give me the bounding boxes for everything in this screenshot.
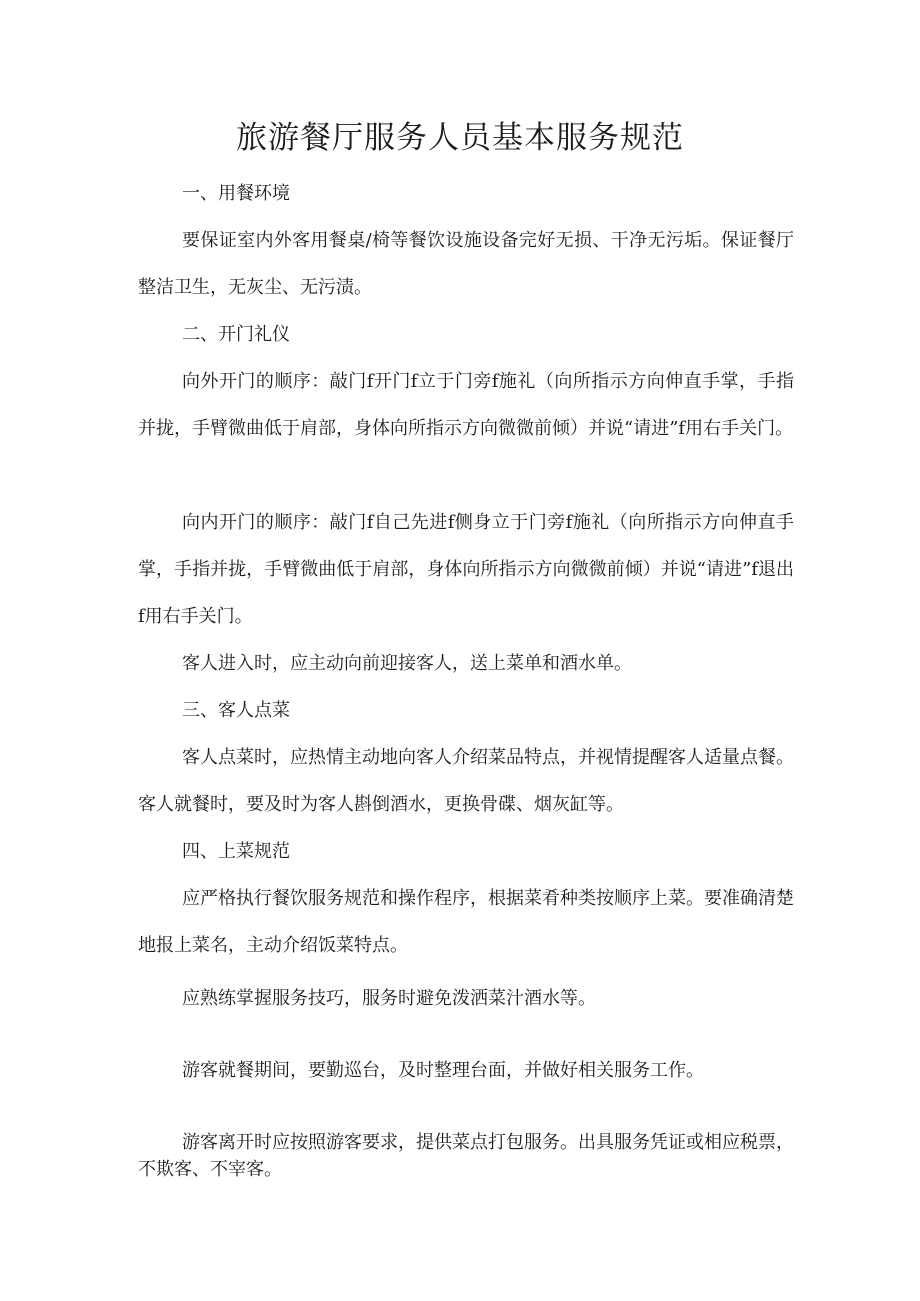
document-title: 旅游餐厅服务人员基本服务规范 (236, 120, 684, 156)
paragraph-dining-environment: 要保证室内外客用餐桌/椅等餐饮设施设备完好无损、干净无污垢。保证餐厅整洁卫生，无灰尘、无污渍。 (138, 230, 794, 298)
paragraph-table-service: 游客就餐期间，要勤巡台，及时整理台面，并做好相关服务工作。 (182, 1060, 704, 1081)
section-heading-dining-environment: 一、用餐环境 (182, 183, 290, 204)
paragraph-greeting: 客人进入时，应主动向前迎接客人，送上菜单和酒水单。 (182, 653, 632, 674)
section-heading-serving: 四、上菜规范 (182, 841, 290, 862)
paragraph-ordering: 客人点菜时，应热情主动地向客人介绍菜品特点，并视情提醒客人适量点餐。客人就餐时，要及时为客人斟倒酒水，更换骨碟、烟灰缸等。 (138, 747, 794, 815)
paragraph-inward-door: 向内开门的顺序：敲门f自己先进f侧身立于门旁f施礼（向所指示方向伸直手掌，手指并拢，手臂微曲低于肩部，身体向所指示方向微微前倾）并说“请进”f退出f用右手关门。 (138, 512, 794, 627)
paragraph-serving-order: 应严格执行餐饮服务规范和操作程序，根据菜肴种类按顺序上菜。要准确清楚地报上菜名，主动介绍饭菜特点。 (138, 888, 794, 956)
paragraph-departure: 游客离开时应按照游客要求，提供菜点打包服务。出具服务凭证或相应税票，不欺客、不宰客。 (138, 1132, 794, 1180)
paragraph-serving-skills: 应熟练掌握服务技巧，服务时避免泼洒菜汁酒水等。 (182, 988, 596, 1009)
section-heading-ordering: 三、客人点菜 (182, 700, 290, 721)
section-heading-door-etiquette: 二、开门礼仪 (182, 324, 290, 345)
paragraph-outward-door: 向外开门的顺序：敲门f开门f立于门旁f施礼（向所指示方向伸直手掌，手指并拢，手臂微曲低于肩部，身体向所指示方向微微前倾）并说“请进”f用右手关门。 (138, 371, 794, 439)
